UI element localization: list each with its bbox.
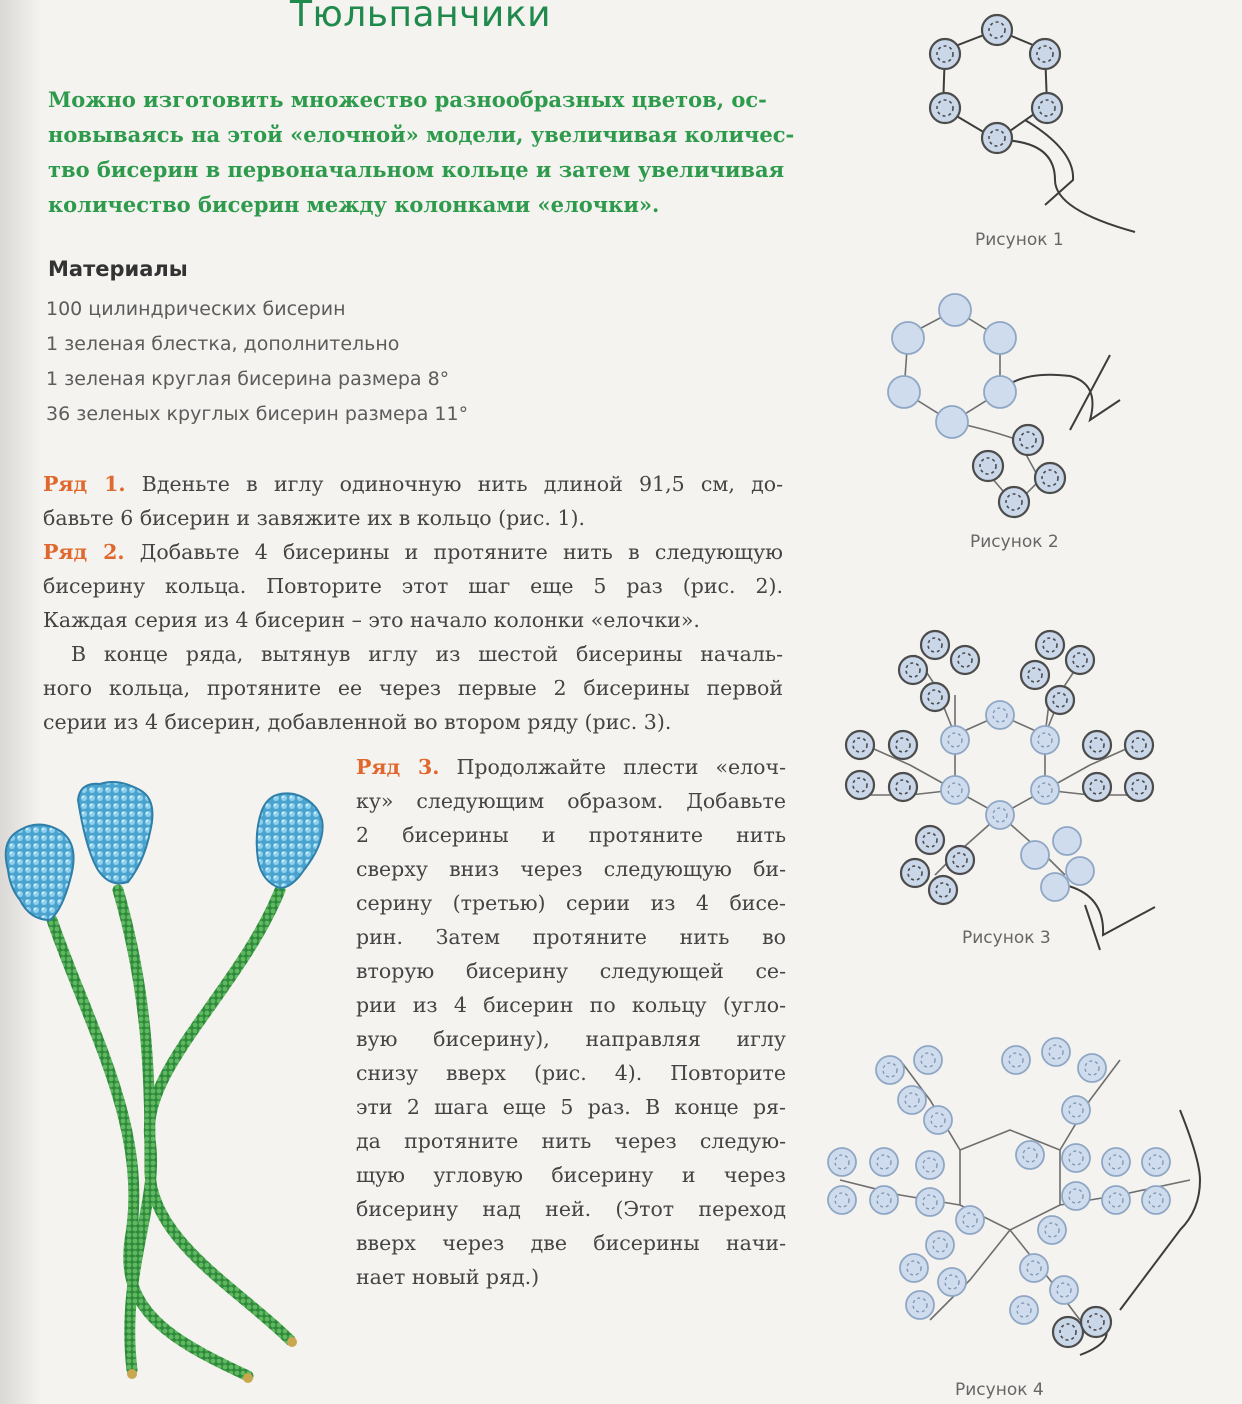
bead [1083,731,1111,759]
bead [1021,661,1049,689]
figure-3-diagram [835,615,1175,955]
bead [1102,1186,1130,1214]
bead [1046,686,1074,714]
row1-label: Ряд 1. [43,472,126,496]
tulip-left [6,824,74,920]
bead [930,93,960,123]
row3-line: ку» следующим образом. Добавьте [356,789,786,813]
tulip-middle [78,782,152,884]
bead [926,1231,954,1259]
row1-text: Вденьте в иглу одиночную нить длиной 91,5 см, до- [125,472,784,496]
bead [1010,1296,1038,1324]
bead [973,451,1003,481]
row3-text: Продолжайте плести «елоч- [439,755,786,779]
bead [1035,463,1065,493]
bead [1036,631,1064,659]
row2-line: серии из 4 бисерин, добавленной во втором ряду (рис. 3). [43,710,672,734]
instructions-row-3 [356,750,786,1294]
bead [1062,1096,1090,1124]
bead [916,826,944,854]
bead [1066,857,1094,885]
figure-2-diagram [870,280,1160,530]
bead [941,776,969,804]
intro-paragraph [48,82,808,222]
bead [1083,773,1111,801]
bead [941,726,969,754]
bead [906,1291,934,1319]
bead [929,876,957,904]
row3-line: бисерину над ней. (Этот переход [356,1197,786,1221]
intro-line: новываясь на этой «елочной» модели, увеличивая количес- [48,122,795,147]
bead [986,801,1014,829]
bead [916,1151,944,1179]
bead [1102,1148,1130,1176]
row1-line [43,467,783,501]
row2-line [43,535,783,569]
bead-group [828,1038,1170,1347]
bead [1002,1046,1030,1074]
row2-label: Ряд 2. [43,540,125,564]
row3-label: Ряд 3. [356,755,440,779]
bead [1078,1054,1106,1082]
bead [1062,1144,1090,1172]
bead [889,773,917,801]
row3-line: вую бисерину), направляя иглу [356,1027,786,1051]
bead [1031,776,1059,804]
bead [1041,873,1069,901]
bead [1062,1182,1090,1210]
row3-line: рин. Затем протяните нить во [356,925,786,949]
bead [984,322,1016,354]
bead [914,1046,942,1074]
bead [1050,1276,1078,1304]
bead [916,1188,944,1216]
bead [870,1148,898,1176]
bead [1142,1186,1170,1214]
row3-line: серину (третью) серии из 4 бисе- [356,891,786,915]
row3-line: вторую бисерину следующей се- [356,959,786,983]
bead [984,376,1016,408]
bead [1038,1216,1066,1244]
bead [876,1056,904,1084]
bead [1142,1148,1170,1176]
bead [892,322,924,354]
materials-item: 1 зеленая круглая бисерина размера 8° [46,368,450,390]
row3-line: эти 2 шага еще 5 раз. В конце ря- [356,1095,786,1119]
materials-heading: Материалы [48,257,188,281]
bead [1125,773,1153,801]
bead [956,1206,984,1234]
tulip-right [257,793,323,888]
bead [1053,827,1081,855]
bead [901,859,929,887]
bead [1032,93,1062,123]
bead [1081,1307,1111,1337]
bead [900,1254,928,1282]
row3-line: нает новый ряд.) [356,1265,540,1289]
row3-line [356,750,786,784]
intro-line: Можно изготовить множество разнообразных цветов, ос- [48,87,767,112]
bead [899,656,927,684]
materials-item: 100 цилиндрических бисерин [46,298,346,320]
bead [951,646,979,674]
figure-2-caption: Рисунок 2 [970,532,1059,552]
bead [921,631,949,659]
row3-line: снизу вверх (рис. 4). Повторите [356,1061,786,1085]
bead [938,1268,966,1296]
figure-1-diagram [905,0,1155,240]
bead [1020,1254,1048,1282]
instructions-rows-1-2 [43,467,783,739]
bead [1053,1317,1083,1347]
bead [1031,726,1059,754]
row3-line: 2 бисерины и протяните нить [356,823,786,847]
row2-line: В конце ряда, вытянув иглу из шестой бисерины началь- [71,642,783,666]
bead [939,294,971,326]
row2-line: Каждая серия из 4 бисерин – это начало колонки «елочки». [43,608,700,632]
bead [888,376,920,408]
bead [982,15,1012,45]
intro-line: количество бисерин между колонками «елочки». [48,192,660,217]
row3-line: да протяните нить через следую- [356,1129,786,1153]
row3-line: рии из 4 бисерин по кольцу (угло- [356,993,786,1017]
figure-3-caption: Рисунок 3 [962,928,1051,948]
bead [999,487,1029,517]
row1-line: бавьте 6 бисерин и завяжите их в кольцо (рис. 1). [43,506,585,530]
bead [828,1186,856,1214]
bead [1021,841,1049,869]
bead [982,123,1012,153]
beaded-tulips-photo [0,770,340,1400]
bead [1125,731,1153,759]
bead-group [846,631,1153,904]
row2-text: Добавьте 4 бисерины и протяните нить в следующую [124,540,783,564]
materials-item: 1 зеленая блестка, дополнительно [46,333,400,355]
bead [828,1148,856,1176]
materials-item: 36 зеленых круглых бисерин размера 11° [46,403,469,425]
bead [930,39,960,69]
bead [846,771,874,799]
figure-4-caption: Рисунок 4 [955,1380,1044,1400]
page-title: Тюльпанчики [290,0,551,35]
bead [924,1106,952,1134]
bead [921,683,949,711]
row3-line: щую угловую бисерину и через [356,1163,786,1187]
bead [846,731,874,759]
figure-1-caption: Рисунок 1 [975,230,1064,250]
bead [1066,646,1094,674]
bead [946,846,974,874]
row2-line: ного кольца, протяните ее через первые 2 бисерины первой [43,676,783,700]
bead [898,1086,926,1114]
bead [1013,425,1043,455]
figure-4-diagram [820,1020,1220,1380]
row3-line: вверх через две бисерины начи- [356,1231,786,1255]
materials-list [46,292,468,432]
bead [870,1186,898,1214]
intro-line: тво бисерин в первоначальном кольце и затем увеличивая [48,157,785,182]
bead [1016,1141,1044,1169]
bead [986,701,1014,729]
bead [936,406,968,438]
row3-line: сверху вниз через следующую би- [356,857,786,881]
row2-line: бисерину кольца. Повторите этот шаг еще 5 раз (рис. 2). [43,574,783,598]
bead [889,731,917,759]
bead [1030,39,1060,69]
bead [1042,1038,1070,1066]
